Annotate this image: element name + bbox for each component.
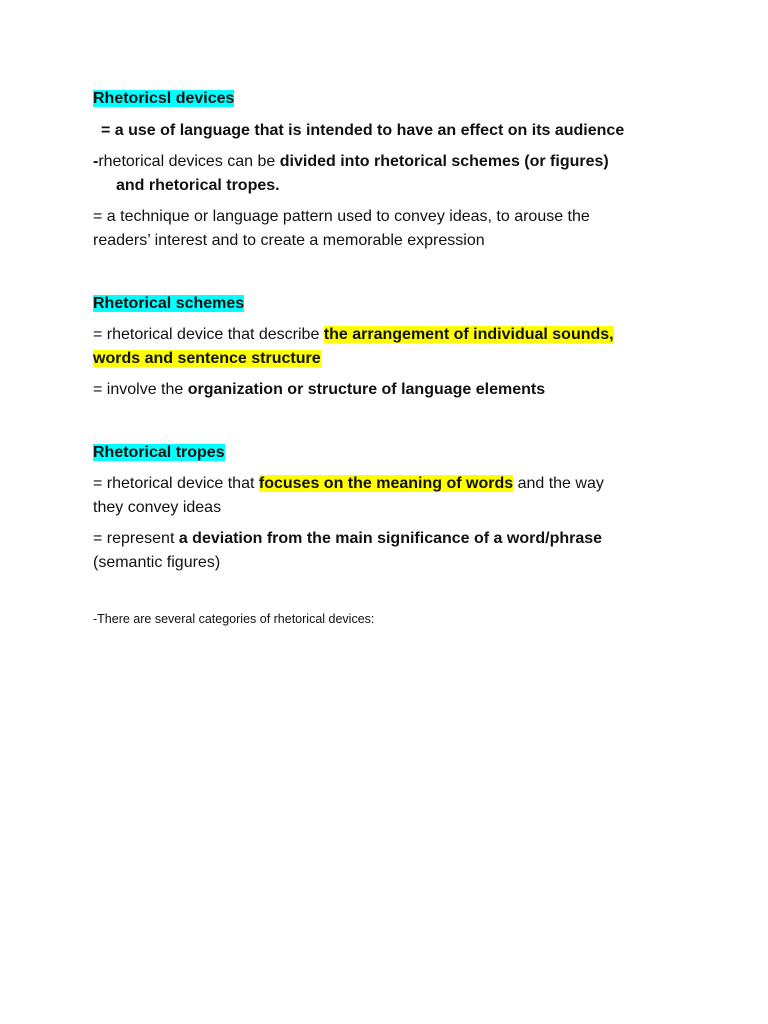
plain-text: = represent — [93, 530, 179, 547]
plain-text: = involve the — [93, 381, 188, 398]
schemes-description-cont — [93, 347, 321, 371]
schemes-involve-line — [93, 378, 545, 402]
highlighted-text: words and sentence structure — [93, 350, 321, 367]
heading-rhetorical-tropes — [93, 441, 225, 465]
heading-rhetorical-schemes — [93, 292, 244, 316]
highlighted-text: the arrangement of individual sounds, — [323, 326, 614, 343]
technique-line-cont: readers’ interest and to create a memorable expression — [93, 232, 485, 249]
tropes-description-cont: they convey ideas — [93, 499, 222, 516]
highlighted-text: focuses on the meaning of words — [258, 475, 514, 492]
plain-text: = rhetorical device that — [93, 475, 259, 492]
bold-text: organization or structure of language elements — [187, 381, 546, 398]
technique-line: = a technique or language pattern used to convey ideas, to arouse the — [93, 208, 590, 225]
plain-text: rhetorical devices can be — [98, 153, 280, 170]
bold-text: divided into rhetorical schemes (or figures) — [279, 153, 609, 170]
heading-rhetorical-devices — [93, 87, 234, 111]
tropes-description-line — [93, 472, 604, 496]
schemes-description-line — [93, 323, 614, 347]
tropes-represent-cont: (semantic figures) — [93, 554, 221, 571]
definition-line: = a use of language that is intended to have an effect on its audience — [101, 122, 625, 139]
categories-note: -There are several categories of rhetorical devices: — [93, 612, 375, 626]
bold-text: a deviation from the main significance of a word/phrase — [178, 530, 603, 547]
tropes-represent-line — [93, 527, 602, 551]
dash: - — [93, 153, 99, 170]
division-line — [93, 150, 609, 174]
division-line-cont: and rhetorical tropes. — [116, 177, 280, 194]
heading-text: Rhetorical tropes — [93, 444, 225, 461]
heading-text: Rhetorical schemes — [93, 295, 245, 312]
plain-text: = rhetorical device that describe — [93, 326, 324, 343]
heading-text: Rhetoricsl devices — [93, 90, 235, 107]
plain-text-tail: and the way — [513, 475, 604, 492]
